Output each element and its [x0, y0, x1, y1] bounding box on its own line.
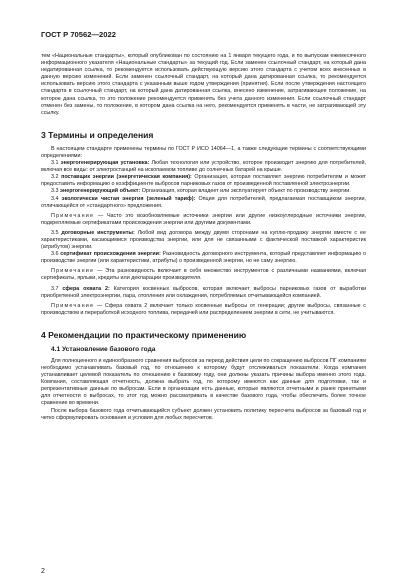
term-3-2 — [41, 174, 366, 188]
term-3-1 — [41, 160, 366, 174]
term-definition: Разновидность договорного инструмента, который представляет информацию о производстве энергии (или характеристики, атрибуты) о произведенной энергии, но не саму энергию. — [41, 251, 366, 265]
section-4-1-paragraph-1: Для полноценного и единообразного сравнения выбросов за период действия цели по сокращению выбросов ПГ компаниям необходимо устанавливать базовый год, по отношению к которому будут отслеживаться показатели. Когда компания устанавливает целевой показатель по отношению к базовому году, они должны указать причины выбора именно этого года. Компания, составляющая отчетность, должна выбрать год, по которому имеются как данные для подготовки, так и репрезентативные данные по выбросам. Если в организации есть данные, которые являются отчетными и ранее принятыми для отчетности о выбросах, то этот год можно рассматривать в качестве базового года, чтобы обеспечить более точное сравнение во времени. — [41, 357, 366, 407]
term-number: 3.3 — [51, 188, 59, 195]
term-3-3 — [41, 188, 366, 195]
term-3-6 — [41, 251, 366, 265]
section-3-intro: В настоящем стандарте применены термины по ГОСТ Р ИСО 14064—1, а также следующие термины с соответствующими определениями: — [41, 145, 366, 159]
term-name: энергогенерирующий объект: — [60, 188, 141, 195]
note-3 — [41, 303, 366, 317]
note-1 — [41, 213, 366, 227]
note-2 — [41, 268, 366, 282]
note-text: — Сфера охвата 2 включает только косвенные выбросы от генерации; другие выбросы, связанные с производством и переработкой исходного топлива, передачей или распределением энергии в сети, не учитываются. — [41, 302, 366, 316]
document-header: ГОСТ Р 70562—2022 — [41, 30, 116, 39]
term-number: 3.4 — [51, 195, 59, 202]
subsection-4-1-title: 4.1 Установление базового года — [51, 345, 156, 353]
page-number: 2 — [41, 568, 45, 575]
intro-paragraph: тем «Национальные стандарты», который опубликован по состоянию на 1 января текущего года, и по выпускам ежемесячного информационного указателя «Национальные стандарты» за текущий год. Если заменен ссылочный стандарт, на который дана недатированная ссылка, то рекомендуется использовать действующую версию этого стандарта с учетом всех внесенных в данную версию изменений. Если заменен ссылочный стандарт, на который дана датированная ссылка, то рекомендуется использовать версию этого стандарта с указанным выше годом утверждения (принятия). Если после утверждения настоящего стандарта в ссылочный стандарт, на который дана датированная ссылка, внесено изменение, затрагивающее положение, на которое дана ссылка, то это положение рекомендуется применять без учета данного изменения. Если ссылочный стандарт отменен без замены, то положение, в котором дана ссылка на него, рекомендуется применять в части, не затрагивающей эту ссылку. — [41, 53, 366, 116]
term-definition: Категория косвенных выбросов, которая включает выбросы парниковых газов от выработки приобретенной электроэнергии, пара, отопления или охлаждения, потребляемых отчитывающейся компанией. — [41, 285, 366, 299]
note-label: Примечание — [51, 268, 95, 275]
section-4-1-paragraph-2: После выбора базового года отчитывающийся субъект должен установить политику пересчета выбросов за базовый год и четко сформулировать основания и условия для любых пересчетов. — [41, 407, 366, 421]
term-number: 3.5 — [51, 229, 59, 236]
note-label: Примечание — [51, 302, 95, 309]
section-4-title: 4 Рекомендации по практическому применению — [41, 329, 247, 340]
note-text: — Эта разновидность включает в себя множество инструментов с различными названиями, включая сертификаты, ярлыки, кредиты или декларации производителя. — [41, 268, 366, 282]
term-definition: Организация, которая поставляет энергию потребителям и может предоставить информацию о коэффициенте выбросов парниковых газов от произведенной поставленной электроэнергии. — [41, 174, 366, 188]
term-3-4 — [41, 196, 366, 210]
term-definition: Любой вид договора между двумя сторонами на куплю-продажу энергии вместе с ее характеристиками, касающимися производства энергии, или для не связанными с фактической поставкой характеристик (атрибутов) энергии. — [41, 229, 366, 251]
term-number: 3.2 — [51, 174, 59, 181]
term-number: 3.6 — [51, 251, 59, 258]
note-text: — Часто это возобновляемые источники энергии или другие низкоуглеродные источники энергии, подкрепляемые сертификатами происхождения энергии или другими документами. — [41, 212, 366, 226]
term-definition: Любая технология или устройство, которое производит энергию для потребителей, включая все виды: от электростанций на ископаемом топливе до солнечных батарей на крыше. — [41, 160, 367, 174]
term-name: договорные инструменты: — [61, 229, 135, 236]
term-name: экологически чистая энергия (зеленый тариф): — [61, 195, 196, 202]
term-name: сфера охвата 2: — [62, 285, 110, 292]
term-3-5 — [41, 230, 366, 251]
section-3-title: 3 Термины и определения — [41, 129, 154, 140]
note-label: Примечание — [51, 212, 95, 219]
term-name: поставщик энергии (энергетическая компания): — [61, 174, 192, 181]
term-3-7 — [41, 286, 366, 300]
term-number: 3.1 — [51, 160, 59, 167]
term-name: энергогенерирующая установка: — [60, 160, 150, 167]
term-definition: Опция для потребителей, предлагаемая поставщиком энергии, отличающейся от «стандартного» предложения. — [41, 195, 366, 209]
term-name: сертификат происхождения энергии: — [60, 251, 161, 258]
term-number: 3.7 — [51, 285, 59, 292]
term-definition: Организация, которая владеет или эксплуатирует объект по производству энергии. — [140, 188, 351, 195]
